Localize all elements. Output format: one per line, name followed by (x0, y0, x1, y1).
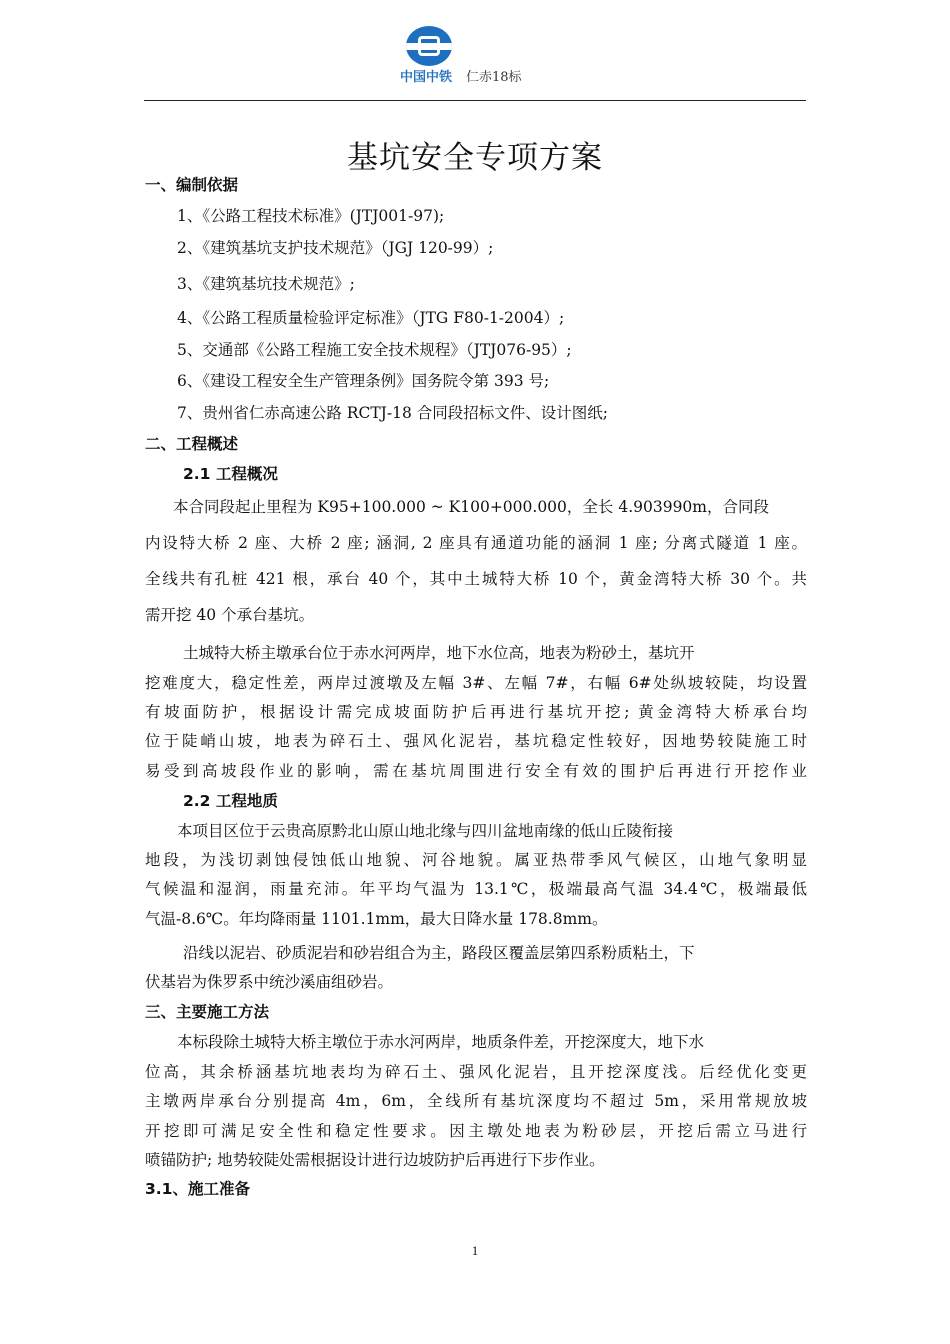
page-number: 1 (471, 1243, 479, 1258)
paragraph-line: 开挖即可满足安全性和稳定性要求。因主墩处地表为粉砂层，开挖后需立马进行 (145, 1122, 807, 1140)
subsection-heading-2-2: 2.2 工程地质 (183, 792, 278, 810)
paragraph-line: 易受到高坡段作业的影响，需在基坑周围进行安全有效的围护后再进行开挖作业 (145, 762, 807, 780)
subsection-heading-2-1: 2.1 工程概况 (183, 465, 278, 483)
list-item: 5、交通部《公路工程施工安全技术规程》（JTJ076-95）; (177, 341, 572, 359)
paragraph-line: 地段，为浅切剥蚀侵蚀低山地貌、河谷地貌。属亚热带季风气候区，山地气象明显 (145, 851, 807, 869)
subsection-heading-3-1: 3.1、施工准备 (145, 1180, 250, 1198)
list-item: 3、《建筑基坑技术规范》; (177, 275, 355, 293)
paragraph-line: 位于陡峭山坡，地表为碎石土、强风化泥岩，基坑稳定性较好，因地势较陡施工时 (145, 732, 807, 750)
paragraph-line: 有坡面防护，根据设计需完成坡面防护后再进行基坑开挖; 黄金湾特大桥承台均 (145, 703, 807, 721)
logo-mark (418, 36, 440, 56)
paragraph-line: 本标段除土城特大桥主墩位于赤水河两岸，地质条件差，开挖深度大，地下水 (177, 1033, 705, 1051)
paragraph-line: 主墩两岸承台分别提高 4m，6m，全线所有基坑深度均不超过 5m，采用常规放坡 (145, 1092, 807, 1110)
paragraph-line: 挖难度大，稳定性差，两岸过渡墩及左幅 3#、左幅 7#，右幅 6#处纵坡较陡，均设置 (145, 674, 807, 692)
header-brand: 中国中铁 (400, 70, 453, 85)
paragraph-line: 气候温和湿润，雨量充沛。年平均气温为 13.1℃，极端最高气温 34.4℃，极端最低 (145, 880, 807, 898)
paragraph-line: 气温-8.6℃。年均降雨量 1101.1mm，最大日降水量 178.8mm。 (145, 910, 608, 928)
document-title: 基坑安全专项方案 (347, 140, 603, 176)
paragraph-line: 土城特大桥主墩承台位于赤水河两岸，地下水位高，地表为粉砂土，基坑开 (183, 644, 695, 662)
list-item: 1、《公路工程技术标准》(JTJ001-97); (177, 207, 445, 225)
paragraph-line: 本项目区位于云贵高原黔北山原山地北缘与四川盆地南缘的低山丘陵衔接 (177, 822, 674, 840)
paragraph-line: 位高，其余桥涵基坑地表均为碎石土、强风化泥岩，且开挖深度浅。后经优化变更 (145, 1063, 807, 1081)
crec-logo-icon (406, 26, 452, 66)
paragraph-line: 全线共有孔桩 421 根，承台 40 个，其中土城特大桥 10 个，黄金湾特大桥 30 个。共 (145, 570, 807, 588)
page-header (0, 0, 950, 102)
paragraph-line: 喷锚防护; 地势较陡处需根据设计进行边坡防护后再进行下步作业。 (145, 1151, 605, 1169)
paragraph-line: 本合同段起止里程为 K95+100.000 ~ K100+000.000，全长 4.903990m，合同段 (173, 498, 769, 516)
header-rule (144, 100, 806, 101)
section-heading-1: 一、编制依据 (145, 176, 239, 194)
header-subtitle: 仁赤18标 (466, 70, 522, 85)
paragraph-line: 内设特大桥 2 座、大桥 2 座; 涵洞, 2 座具有通道功能的涵洞 1 座; 分离式隧道 1 座。 (145, 534, 807, 552)
list-item: 4、《公路工程质量检验评定标准》（JTG F80-1-2004）; (177, 309, 565, 327)
list-item: 6、《建设工程安全生产管理条例》国务院令第 393 号; (177, 372, 550, 390)
section-heading-3: 三、主要施工方法 (145, 1003, 270, 1021)
paragraph-line: 需开挖 40 个承台基坑。 (145, 606, 315, 624)
paragraph-line: 伏基岩为侏罗系中统沙溪庙组砂岩。 (145, 973, 394, 991)
section-heading-2: 二、工程概述 (145, 435, 239, 453)
paragraph-line: 沿线以泥岩、砂质泥岩和砂岩组合为主，路段区覆盖层第四系粉质粘土，下 (183, 944, 695, 962)
list-item: 7、贵州省仁赤高速公路 RCTJ-18 合同段招标文件、设计图纸; (177, 404, 608, 422)
list-item: 2、《建筑基坑支护技术规范》（JGJ 120-99）; (177, 239, 494, 257)
